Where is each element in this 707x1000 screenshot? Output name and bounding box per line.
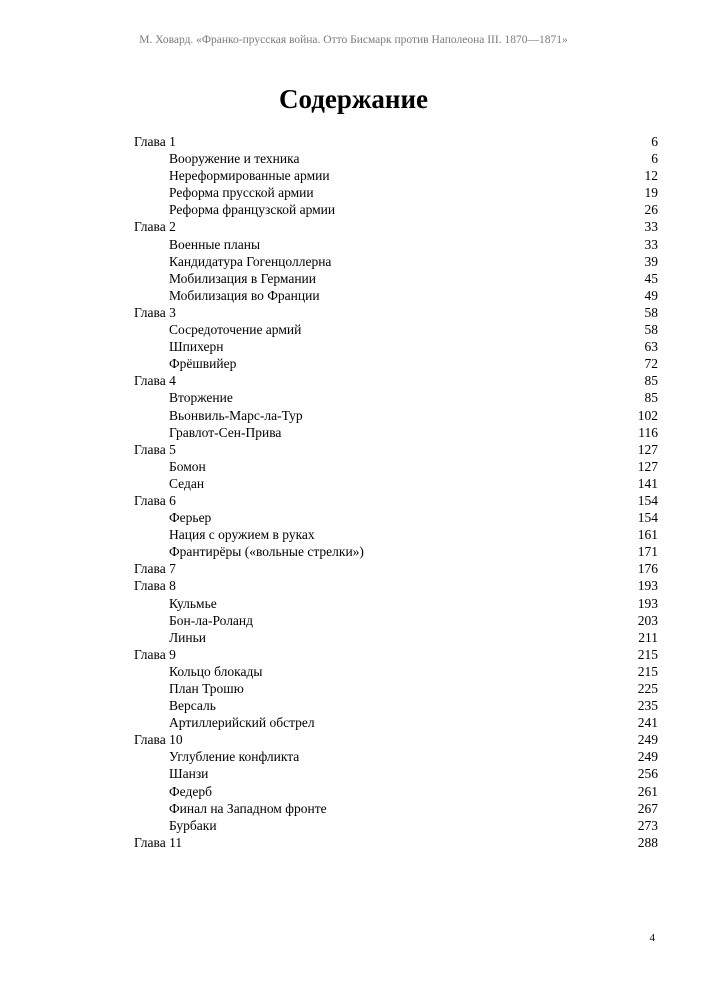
toc-entry-title: Кандидатура Гогенцоллерна bbox=[169, 253, 332, 269]
running-header: М. Ховард. «Франко-прусская война. Отто Бисмарк против Наполеона III. 1870—1871» bbox=[139, 34, 568, 46]
toc-entry-page: 203 bbox=[637, 612, 658, 628]
toc-entry-page: 6 bbox=[651, 151, 658, 167]
toc-entry-title: Вторжение bbox=[169, 390, 233, 406]
toc-section-entry bbox=[134, 321, 658, 338]
toc-section-entry bbox=[134, 663, 658, 680]
toc-entry-page: 141 bbox=[637, 475, 658, 491]
toc-entry-title: Артиллерийский обстрел bbox=[169, 715, 315, 731]
toc-entry-page: 154 bbox=[637, 492, 658, 508]
toc-entry-page: 116 bbox=[638, 424, 658, 440]
toc-entry-title: Глава 8 bbox=[134, 578, 176, 594]
toc-entry-page: 85 bbox=[644, 390, 658, 406]
toc-entry-page: 33 bbox=[644, 219, 658, 235]
toc-section-entry bbox=[134, 407, 658, 424]
toc-entry-title: Глава 11 bbox=[134, 834, 183, 850]
toc-section-entry bbox=[134, 680, 658, 697]
toc-section-entry bbox=[134, 270, 658, 287]
toc-entry-title: Шанзи bbox=[169, 766, 209, 782]
toc-entry-page: 249 bbox=[637, 732, 658, 748]
toc-entry-page: 127 bbox=[637, 441, 658, 457]
toc-chapter-entry bbox=[134, 577, 658, 594]
toc-entry-title: Седан bbox=[169, 475, 205, 491]
toc-entry-page: 58 bbox=[644, 304, 658, 320]
toc-entry-page: 256 bbox=[637, 766, 658, 782]
toc-entry-page: 127 bbox=[637, 458, 658, 474]
toc-entry-page: 176 bbox=[637, 561, 658, 577]
toc-entry-page: 6 bbox=[651, 134, 658, 149]
toc-entry-page: 193 bbox=[637, 578, 658, 594]
toc-entry-page: 225 bbox=[637, 681, 658, 696]
toc-entry-page: 261 bbox=[637, 783, 658, 799]
toc-section-entry bbox=[134, 697, 658, 714]
toc-entry-page: 58 bbox=[644, 322, 658, 338]
toc-entry-title: Нереформированные армии bbox=[169, 168, 330, 184]
toc-entry-title: Реформа прусской армии bbox=[169, 185, 314, 201]
toc-entry-page: 154 bbox=[637, 510, 658, 526]
page-title: Содержание bbox=[278, 84, 429, 114]
toc-section-entry bbox=[134, 748, 658, 765]
toc-entry-title: Шпихерн bbox=[169, 339, 224, 355]
toc-entry-title: Глава 9 bbox=[134, 646, 176, 662]
toc-entry-page: 33 bbox=[644, 236, 658, 252]
toc-entry-title: Федерб bbox=[169, 783, 212, 799]
toc-section-entry bbox=[134, 201, 658, 218]
toc-entry-title: Глава 10 bbox=[134, 732, 183, 748]
toc-entry-page: 19 bbox=[644, 185, 658, 201]
toc-entry-title: Глава 7 bbox=[134, 561, 176, 577]
toc-entry-page: 249 bbox=[637, 749, 658, 765]
toc-entry-title: Финал на Западном фронте bbox=[169, 800, 327, 816]
toc-entry-title: Вооружение и техника bbox=[169, 151, 300, 167]
toc-entry-title: Версаль bbox=[169, 698, 216, 714]
toc-entry-title: Глава 3 bbox=[134, 304, 176, 320]
toc-section-entry bbox=[134, 714, 658, 731]
toc-section-entry bbox=[134, 355, 658, 372]
toc-entry-title: Военные планы bbox=[169, 236, 261, 252]
toc-entry-page: 171 bbox=[637, 544, 658, 560]
toc-entry-title: Мобилизация в Германии bbox=[169, 270, 317, 286]
toc-section-entry bbox=[134, 458, 658, 475]
toc-chapter-entry bbox=[134, 646, 658, 663]
toc-section-entry bbox=[134, 765, 658, 782]
toc-entry-page: 26 bbox=[644, 202, 658, 218]
toc-entry-page: 63 bbox=[644, 339, 658, 355]
toc-section-entry bbox=[134, 817, 658, 834]
toc-chapter-entry bbox=[134, 218, 658, 235]
table-of-contents bbox=[134, 133, 658, 851]
toc-section-entry bbox=[134, 424, 658, 441]
toc-section-entry bbox=[134, 184, 658, 201]
toc-chapter-entry bbox=[134, 560, 658, 577]
toc-entry-page: 85 bbox=[644, 373, 658, 389]
toc-entry-title: Франтирёры («вольные стрелки») bbox=[169, 544, 364, 560]
toc-section-entry bbox=[134, 236, 658, 253]
toc-entry-title: Ферьер bbox=[169, 510, 212, 526]
toc-chapter-entry bbox=[134, 492, 658, 509]
toc-chapter-entry bbox=[134, 133, 658, 150]
page-number: 4 bbox=[649, 932, 655, 944]
toc-section-entry bbox=[134, 526, 658, 543]
toc-section-entry bbox=[134, 150, 658, 167]
toc-entry-title: Фрёшвийер bbox=[169, 356, 237, 372]
toc-entry-page: 211 bbox=[638, 629, 658, 645]
toc-entry-title: Глава 6 bbox=[134, 492, 176, 508]
toc-entry-page: 288 bbox=[637, 834, 658, 850]
toc-section-entry bbox=[134, 783, 658, 800]
toc-entry-title: Нация с оружием в руках bbox=[169, 527, 315, 543]
toc-section-entry bbox=[134, 612, 658, 629]
toc-entry-page: 215 bbox=[637, 646, 658, 662]
toc-entry-title: План Трошю bbox=[169, 681, 244, 696]
toc-chapter-entry bbox=[134, 441, 658, 458]
toc-entry-title: Мобилизация во Франции bbox=[169, 287, 320, 303]
toc-entry-title: Углубление конфликта bbox=[169, 749, 300, 765]
toc-entry-page: 193 bbox=[637, 595, 658, 611]
toc-entry-page: 241 bbox=[637, 715, 658, 731]
toc-section-entry bbox=[134, 629, 658, 646]
toc-section-entry bbox=[134, 475, 658, 492]
toc-entry-title: Глава 4 bbox=[134, 373, 176, 389]
toc-entry-title: Гравлот-Сен-Прива bbox=[169, 424, 282, 440]
toc-section-entry bbox=[134, 287, 658, 304]
toc-entry-title: Кольцо блокады bbox=[169, 663, 263, 679]
toc-chapter-entry bbox=[134, 834, 658, 851]
toc-entry-page: 161 bbox=[637, 527, 658, 543]
toc-entry-title: Сосредоточение армий bbox=[169, 322, 302, 338]
toc-chapter-entry bbox=[134, 304, 658, 321]
toc-chapter-entry bbox=[134, 372, 658, 389]
toc-section-entry bbox=[134, 338, 658, 355]
toc-entry-title: Глава 2 bbox=[134, 219, 176, 235]
toc-section-entry bbox=[134, 800, 658, 817]
toc-entry-page: 267 bbox=[637, 800, 658, 816]
toc-entry-title: Кульмье bbox=[169, 595, 217, 611]
toc-entry-title: Бурбаки bbox=[169, 817, 217, 833]
toc-entry-title: Глава 1 bbox=[134, 134, 176, 149]
toc-entry-page: 102 bbox=[637, 407, 658, 423]
toc-entry-title: Глава 5 bbox=[134, 441, 176, 457]
toc-entry-page: 45 bbox=[644, 270, 658, 286]
toc-entry-title: Бомон bbox=[169, 458, 206, 474]
toc-entry-title: Реформа французской армии bbox=[169, 202, 336, 218]
toc-entry-page: 273 bbox=[637, 817, 658, 833]
toc-entry-page: 72 bbox=[644, 356, 658, 372]
toc-entry-title: Линьи bbox=[169, 629, 206, 645]
toc-entry-page: 12 bbox=[644, 168, 658, 184]
toc-section-entry bbox=[134, 543, 658, 560]
toc-entry-page: 39 bbox=[644, 253, 658, 269]
toc-section-entry bbox=[134, 389, 658, 406]
toc-section-entry bbox=[134, 595, 658, 612]
toc-section-entry bbox=[134, 253, 658, 270]
toc-entry-page: 49 bbox=[644, 287, 658, 303]
toc-section-entry bbox=[134, 167, 658, 184]
toc-entry-page: 215 bbox=[637, 663, 658, 679]
toc-entry-title: Вьонвиль-Марс-ла-Тур bbox=[169, 407, 303, 423]
toc-entry-page: 235 bbox=[637, 698, 658, 714]
toc-entry-title: Бон-ла-Роланд bbox=[169, 612, 254, 628]
toc-chapter-entry bbox=[134, 731, 658, 748]
toc-section-entry bbox=[134, 509, 658, 526]
